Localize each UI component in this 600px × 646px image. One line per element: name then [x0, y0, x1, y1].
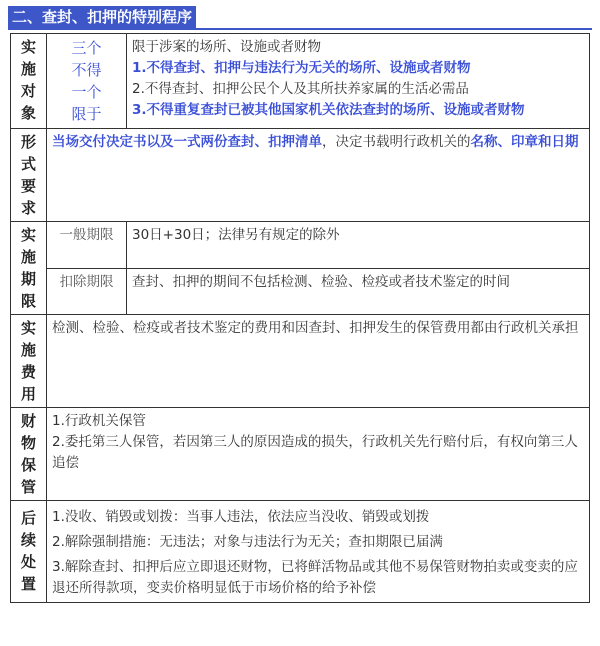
row-header-followup: 后 续 处 置: [11, 501, 47, 603]
followup-line-3: 3.解除查封、扣押后应立即退还财物，已将鲜活物品或其他不易保管财物拍卖或变卖的应退还所得款项，变卖价格明显低于市场价格的给予补偿: [52, 559, 578, 596]
table-row-period-general: [11, 222, 590, 269]
table-row-scope: [11, 34, 590, 129]
form-content: [47, 129, 590, 222]
period-general-text: 30日+30日；法律另有规定的除外: [127, 222, 590, 269]
table-row-cost: [11, 315, 590, 408]
followup-content: [47, 501, 590, 603]
table-row-form: [11, 129, 590, 222]
followup-line-2: 2.解除强制措施：无违法；对象与违法行为无关；查扣期限已届满: [52, 534, 443, 550]
followup-line-1: 1.没收、销毁或划拨：当事人违法，依法应当没收、销毁或划拨: [52, 509, 430, 525]
custody-line-1: 1.行政机关保管: [52, 413, 146, 429]
table-row-custody: [11, 408, 590, 501]
custody-line-2: 2.委托第三人保管，若因第三人的原因造成的损失，行政机关先行赔付后，有权向第三人追偿: [52, 434, 578, 471]
form-text-bold: 当场交付决定书以及一式两份查封、扣押清单: [52, 134, 322, 150]
section-title: 二、查封、扣押的特别程序: [8, 6, 196, 28]
row-header-period: 实 施 期 限: [11, 222, 47, 315]
row-header-scope: 实 施 对 象: [11, 34, 47, 129]
row-header-cost: 实 施 费 用: [11, 315, 47, 408]
period-general-label: 一般期限: [47, 222, 127, 269]
row-header-custody: 财 物 保 管: [11, 408, 47, 501]
scope-content: [127, 34, 590, 129]
form-text-normal: ，决定书载明行政机关的: [322, 134, 471, 150]
table-row-period-deduct: [11, 268, 590, 315]
period-deduct-label: 扣除期限: [47, 268, 127, 315]
cost-content: 检测、检验、检疫或者技术鉴定的费用和因查封、扣押发生的保管费用都由行政机关承担: [47, 315, 590, 408]
scope-line-2: 2.不得查封、扣押公民个人及其所扶养家属的生活必需品: [132, 81, 469, 97]
title-underline: [8, 28, 592, 30]
period-deduct-text: 查封、扣押的期间不包括检测、检验、检疫或者技术鉴定的时间: [127, 268, 590, 315]
form-text-bold-2: 名称、印章和日期: [470, 134, 579, 150]
table-row-followup: [11, 501, 590, 603]
custody-content: [47, 408, 590, 501]
scope-line-3: 3.不得重复查封已被其他国家机关依法查封的场所、设施或者财物: [132, 102, 525, 118]
scope-summary-label: 三个 不得 一个 限于: [47, 34, 127, 129]
row-header-form: 形 式 要 求: [11, 129, 47, 222]
scope-line-limit: 限于涉案的场所、设施或者财物: [132, 39, 321, 55]
procedure-table: [10, 33, 590, 603]
scope-line-1: 1.不得查封、扣押与违法行为无关的场所、设施或者财物: [132, 60, 471, 76]
